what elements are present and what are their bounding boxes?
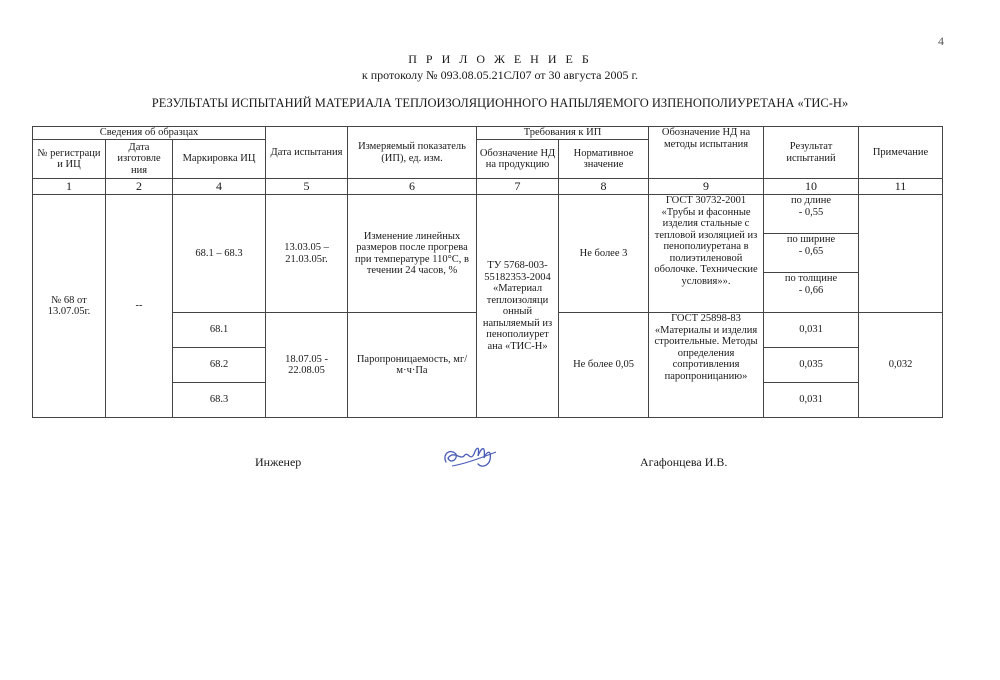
result-value: - 0,66 [798, 284, 824, 296]
result-cell [764, 195, 859, 313]
norm-value-cell: Не более 0,05 [559, 313, 649, 418]
column-number: 4 [173, 179, 266, 195]
header-samples-group: Сведения об образцах [33, 127, 266, 140]
header-result: Результат испытаний [764, 127, 859, 179]
norm-value-cell: Не более 3 [559, 195, 649, 313]
signer-name: Агафонцева И.В. [640, 455, 728, 469]
table-row [33, 195, 943, 313]
marking-cell: 68.1 [173, 313, 266, 348]
column-number: 8 [559, 179, 649, 195]
result-value-cell: 0,035 [764, 348, 859, 383]
test-date-cell: 13.03.05 – 21.03.05г. [266, 195, 348, 313]
header-requirements-group: Требования к ИП [477, 127, 649, 140]
indicator-cell: Изменение линейных размеров после прогрева при температуре 110°С, в течении 24 часов, % [348, 195, 477, 313]
note-cell [859, 195, 943, 313]
column-number: 2 [106, 179, 173, 195]
column-number: 11 [859, 179, 943, 195]
header-group-row [33, 127, 943, 140]
signer-role: Инженер [255, 455, 302, 469]
column-number: 7 [477, 179, 559, 195]
nd-methods-cell: ГОСТ 30732-2001 «Трубы и фасонные изделия стальные с тепловой изоляцией из пенополиуретана в полиэтиленовой оболочке. Технические условия»». [649, 195, 764, 313]
marking-cell: 68.2 [173, 348, 266, 383]
column-number: 9 [649, 179, 764, 195]
header-nd-methods: Обозначение НД на методы испытания [649, 127, 764, 179]
result-thickness [764, 273, 858, 311]
column-number: 10 [764, 179, 859, 195]
reg-no-cell: № 68 от 13.07.05г. [33, 195, 106, 418]
header-note: Примечание [859, 127, 943, 179]
result-value-cell: 0,031 [764, 383, 859, 418]
marking-cell: 68.1 – 68.3 [173, 195, 266, 313]
signature-image [440, 438, 500, 472]
nd-methods-cell: ГОСТ 25898-83 «Материалы и изделия строительные. Методы определения сопротивления паропроницанию» [649, 313, 764, 418]
result-value: - 0,65 [798, 245, 824, 257]
result-label: по длине [791, 195, 831, 206]
indicator-cell: Паропроницаемость, мг/м·ч·Па [348, 313, 477, 418]
nd-product-cell: ТУ 5768-003-55182353-2004 «Материал теплоизоляци онный напыляемый из пенополиурет ана «ТИС-Н» [477, 195, 559, 418]
header-norm-value: Нормативное значение [559, 140, 649, 179]
header-marking: Маркировка ИЦ [173, 140, 266, 179]
note-cell: 0,032 [859, 313, 943, 418]
result-length [764, 195, 858, 234]
header-made-date: Дата изготовле ния [106, 140, 173, 179]
result-label: по толщине [784, 273, 838, 284]
document-title: РЕЗУЛЬТАТЫ ИСПЫТАНИЙ МАТЕРИАЛА ТЕПЛОИЗОЛЯЦИОННОГО НАПЫЛЯЕМОГО ИЗПЕНОПОЛИУРЕТАНА «ТИС-Н» [151, 96, 849, 110]
column-number-row [33, 179, 943, 195]
appendix-title: П Р И Л О Ж Е Н И Е Б [408, 52, 592, 66]
result-value: - 0,55 [798, 206, 824, 218]
result-label: по ширине [786, 234, 836, 245]
results-table [32, 126, 943, 418]
test-date-cell: 18.07.05 - 22.08.05 [266, 313, 348, 418]
result-width [764, 234, 858, 273]
result-value-cell: 0,031 [764, 313, 859, 348]
header-test-date: Дата испытания [266, 127, 348, 179]
marking-cell: 68.3 [173, 383, 266, 418]
page-number: 4 [938, 34, 944, 48]
column-number: 5 [266, 179, 348, 195]
appendix-subtitle: к протоколу № 093.08.05.21СЛ07 от 30 августа 2005 г. [361, 68, 639, 82]
header-indicator: Измеряемый показатель (ИП), ед. изм. [348, 127, 477, 179]
column-number: 6 [348, 179, 477, 195]
column-number: 1 [33, 179, 106, 195]
header-reg-no: № регистраци и ИЦ [33, 140, 106, 179]
made-date-cell: -- [106, 195, 173, 418]
header-nd-product: Обозначение НД на продукцию [477, 140, 559, 179]
